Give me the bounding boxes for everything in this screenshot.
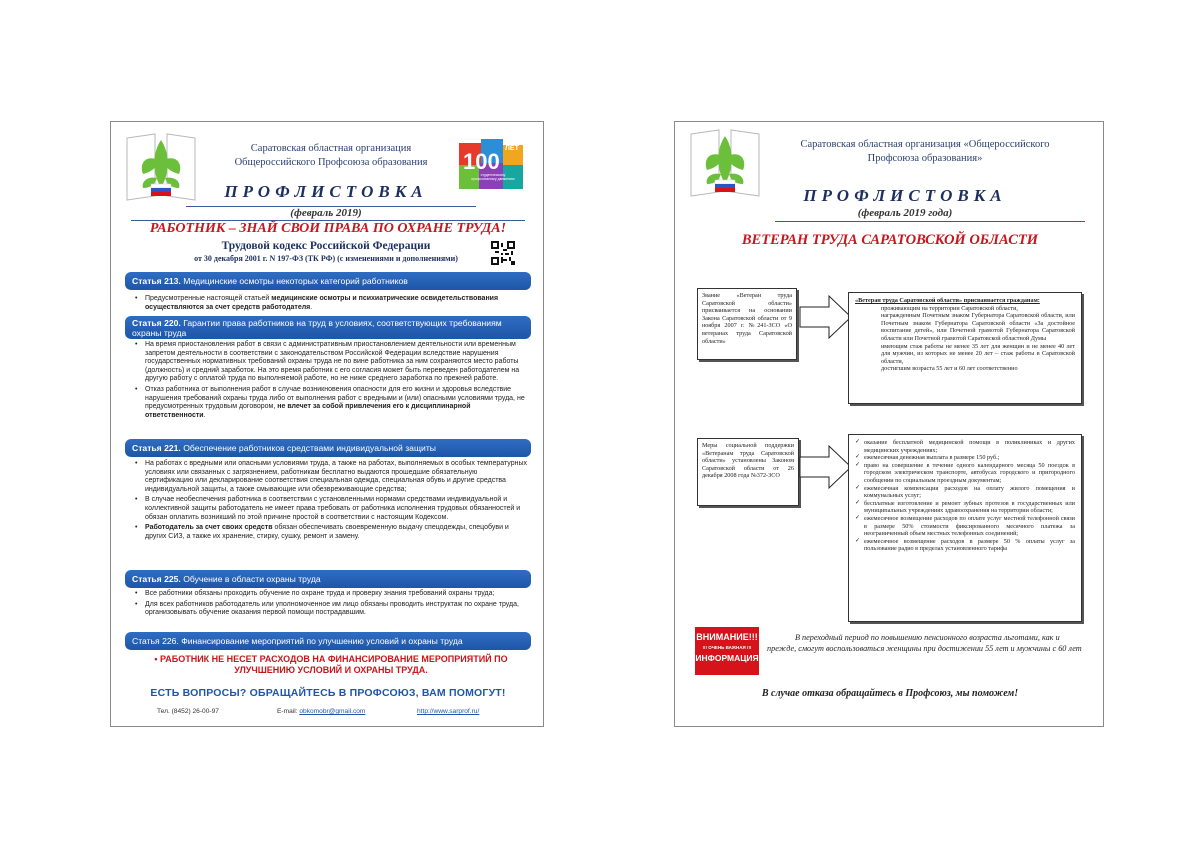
section-number: Статья 213. [132,276,181,286]
veteran-criteria-box [848,292,1082,404]
support-item: ✓ бесплатные изготовление и ремонт зубных протезов в государственных или муниципальных учреждениях здравоохранения на территории области; [855,500,1075,515]
section-number: Статья 220. [132,318,181,328]
criteria-item: имеющим стаж работы не менее 35 лет для женщин и не менее 40 лет для мужчин, из которых не менее 20 лет – стаж работы в Саратовской области, [881,342,1075,365]
section-title: Обучение в области охраны труда [180,574,321,584]
attention-line-2: !!! ОЧЕНЬ ВАЖНАЯ !!! [702,645,752,650]
issue-date: (февраль 2019) [290,207,362,219]
support-item: ✓ оказание бесплатной медицинской помощи в поликлиниках и других медицинских учреждениях; [855,439,1075,454]
list-item: • На время приостановления работ в связи с административным приостановлением деятельности или временным запретом деятельности в соответствии с законодательством Российской Федерации вследствие нарушения государственных нормативных требований охраны труда не по вине работника за ним сохраняются место работы (должность) и средний заработок. На это время работник с его согласия может быть переведен работодателем на другую работу с оплатой труда по выполняемой работе, но не ниже среднего заработка по прежней работе. [135,341,527,384]
social-support-list-box [848,434,1082,622]
list-item: • Отказ работника от выполнения работ в случае возникновения опасности для его жизни и здоровья вследствие нарушения требований охраны труда либо от выполнения работ с вредными и (или) опасными условиями труда, не предусмотренных трудовым договором, не влечет за собой привлечения его к дисциплинарной ответственности. [135,386,527,420]
list-item: • На работах с вредными или опасными условиями труда, а также на работах, выполняемых в особых температурных условиях или связанных с загрязнением, работникам бесплатно выдаются прошедшие обязательную сертификацию или декларирование соответствия специальная одежда, специальная обувь и другие средства индивидуальной защиты, а также смывающие или обезвреживающие средства; [135,460,527,494]
site-link[interactable]: http://www.sarprof.ru/ [417,708,480,715]
support-item: ✓ ежемесячное возмещение расходов по оплате услуг местной телефонной связи в размере 50% стоимости фиксированного месячного платежа за неограниченный объем местных телефонных соединений; [855,515,1075,538]
leaflet-labor-veteran [674,121,1104,727]
badge-number: 100 [463,149,500,174]
list-item: • В случае необеспечения работника в соответствии с установленными нормами средствами индивидуальной и коллективной защиты работодатель не имеет права требовать от работника исполнения трудовых обязанностей и обязан оплатить возникший по этой причине простой в соответствии с настоящим Кодексом. [135,496,527,522]
org-line-2: Общероссийского Профсоюза образования [234,157,428,168]
criteria-heading: «Ветеран труда Саратовской области» присваивается гражданам: [855,297,1040,304]
title-rule [775,221,1085,222]
page-title: ПРОФЛИСТОВКА [224,182,428,201]
issue-date: (февраль 2019 года) [857,207,953,219]
footer-email: E-mail: obkomobr@gmail.com [277,708,366,715]
support-item: ✓ право на совершение в течение одного календарного месяца 50 поездок в городском электрическом транспорте, автобусах городского и пригородного сообщении по социальным проездным документам; [855,462,1075,485]
veteran-title-law-box: Звание «Ветеран труда Саратовской области» присваивается на основании Закона Саратовской области от 9 ноября 2007 г. №241-ЗСО «О ветеранах труда Саратовской области» [697,288,797,360]
transition-note: В переходный период по повышению пенсионного возраста льготами, как и прежде, смогут воспользоваться женщины при достижении 55 лет и мужчины с 60 лет [767,633,1082,653]
labor-code-title: Трудовой кодекс Российской Федерации [221,240,431,252]
section-number: Статья 221. [132,443,181,453]
section-title: Медицинские осмотры некоторых категорий работников [180,276,408,286]
section-bar-213 [125,272,531,290]
section-bar-225 [125,570,531,588]
support-item: ✓ ежемесячное возмещение расходов в размере 50 % оплаты услуг за пользование радио в пределах установленного тарифа [855,538,1075,553]
section-title: Гарантии права работников на труд в условиях, соответствующих требованиям охраны труда [132,318,502,338]
section-title: Статья 226. Финансирование мероприятий по улучшению условий и охраны труда [132,636,463,646]
closing-callout: В случае отказа обращайтесь в Профсоюз, мы поможем! [761,688,1019,699]
section-title: Обеспечение работников средствами индивидуальной защиты [180,443,436,453]
badge-suffix: ЛЕТ [505,145,519,152]
arrow-right-icon [799,444,853,495]
support-item: ✓ ежемесячная компенсация расходов на оплату жилого помещения и коммунальных услуг; [855,485,1075,500]
criteria-item: проживающим на территории Саратовской области, [881,304,1018,312]
attention-line-3: ИНФОРМАЦИЯ [695,653,759,663]
section-bar-226 [125,632,531,650]
labor-code-subtitle: от 30 декабря 2001 г. N 197-ФЗ (ТК РФ) (с изменениями и дополнениями) [194,254,458,263]
union-logo-icon [685,126,765,198]
list-item: • Предусмотренные настоящей статьей медицинские осмотры и психиатрические освидетельствования осуществляются за счет средств работодателя. [135,295,527,312]
headline: ВЕТЕРАН ТРУДА САРАТОВСКОЙ ОБЛАСТИ [741,232,1039,248]
page-title: ПРОФЛИСТОВКА [803,186,1007,205]
criteria-item: награжденным Почетным знаком Губернатора Саратовской области, или Почетным знаком Губернатора Саратовской области «За достойное воспитание детей», или Почетной грамотой Губернатора Саратовской области или Почетной грамотой Саратовской областной Думы [881,312,1075,342]
leaflet-labor-safety [110,121,544,727]
section-bar-220 [125,316,531,339]
list-item: • Работодатель за счет своих средств обязан обеспечивать своевременную выдачу спецодежды, спецобуви и других СИЗ, а также их хранение, стирку, сушку, ремонт и замену. [135,524,527,541]
section-220-list [135,341,527,422]
attention-line-1: ВНИМАНИЕ!!! [696,632,758,642]
section-225-list [135,590,527,620]
criteria-item: достигшим возраста 55 лет и 60 лет соответственно [881,365,1018,373]
badge-caption: студенческому профсоюзному движению [471,173,515,181]
org-line-1: Саратовская областная организация [250,143,412,154]
footer-site [417,708,479,715]
org-line-2: Профсоюза образования» [867,153,983,164]
warning-text: • РАБОТНИК НЕ НЕСЕТ РАСХОДОВ НА ФИНАНСИРОВАНИЕ МЕРОПРИЯТИЙ ПО УЛУЧШЕНИЮ УСЛОВИЙ И ОХРАНЫ ТРУДА. [154,654,508,675]
section-213-list [135,295,527,314]
org-line-1: Саратовская областная организация «Общероссийского [800,139,1050,150]
support-item: ✓ ежемесячная денежная выплата в размере 150 руб.; [855,454,1075,462]
slogan: РАБОТНИК – ЗНАЙ СВОИ ПРАВА ПО ОХРАНЕ ТРУДА! [149,221,507,236]
org-header [201,142,461,170]
social-support-law-box: Меры социальной поддержки «Ветеранам труда Саратовской области» установлены Законом Саратовской области от 26 декабря 2008 года №372-ЗСО [697,438,799,506]
email-link[interactable]: obkomobr@gmail.com [299,708,366,715]
questions-callout: ЕСТЬ ВОПРОСЫ? ОБРАЩАЙТЕСЬ В ПРОФСОЮЗ, ВАМ ПОМОГУТ! [150,687,506,699]
arrow-right-icon [799,294,853,345]
list-item: • Все работники обязаны проходить обучение по охране труда и проверку знания требований охраны труда; [135,590,527,599]
qr-code-icon [491,241,515,265]
section-221-list [135,460,527,543]
list-item: • Для всех работников работодатель или уполномоченное им лицо обязаны проводить инструктаж по охране труда, организовывать обучение оказания первой помощи пострадавшим. [135,601,527,618]
footer-phone: Тел. (8452) 26-00-97 [157,708,219,715]
org-header [775,138,1075,166]
section-bar-221 [125,439,531,457]
section-number: Статья 225. [132,574,181,584]
attention-badge [695,627,759,675]
